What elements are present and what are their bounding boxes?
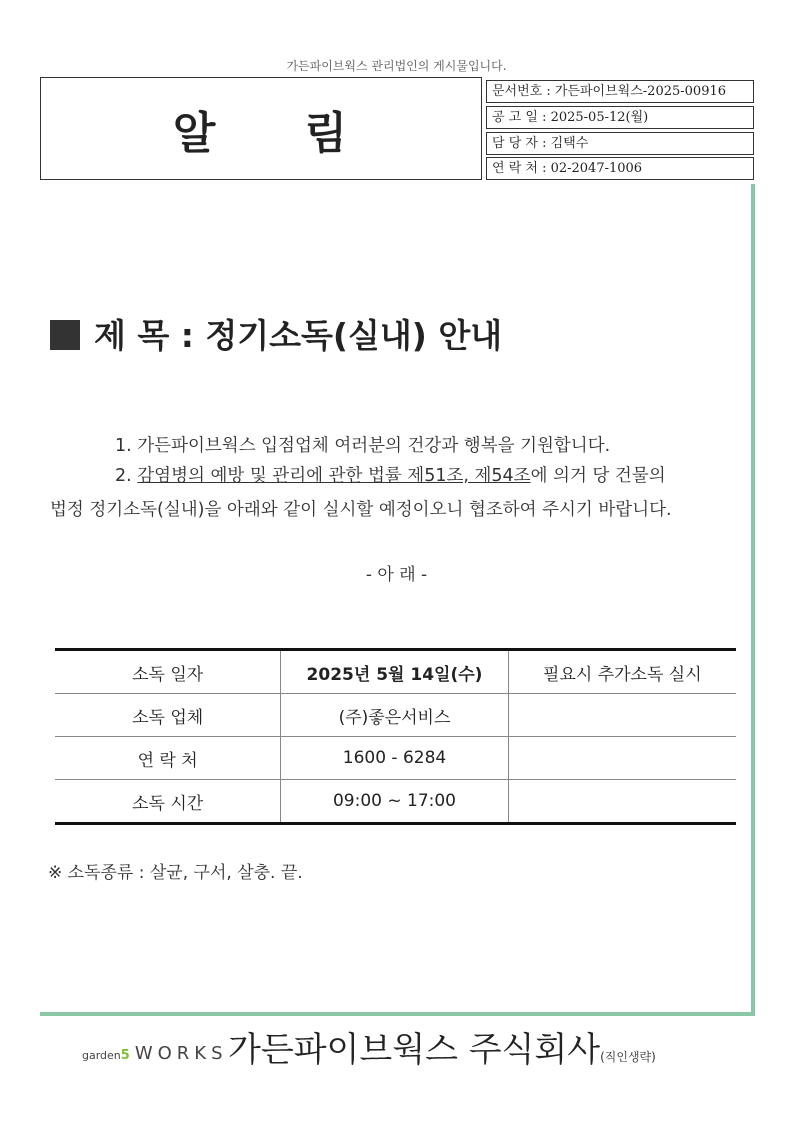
table-cell — [508, 780, 736, 824]
top-note: 가든파이브웍스 관리법인의 게시물입니다. — [286, 59, 507, 73]
table-cell: (주)좋은서비스 — [281, 694, 508, 737]
company-logo — [82, 1043, 228, 1064]
table-cell — [508, 694, 736, 737]
company-name-text: 가든파이브웍스 주식회사 — [228, 1030, 601, 1070]
law-reference: 감염병의 예방 및 관리에 관한 법률 제51조, 제54조 — [137, 466, 531, 486]
below-heading: - 아 래 - — [365, 565, 428, 585]
seal-omitted-note: (직인생략) — [600, 1050, 656, 1064]
table-cell: 연 락 처 — [55, 737, 281, 780]
subject-text: 제 목 : 정기소독(실내) 안내 — [94, 316, 503, 355]
logo-garden-text: garden — [82, 1049, 121, 1062]
table-cell: 09:00 ~ 17:00 — [281, 780, 508, 824]
disinfection-info-table — [55, 648, 736, 825]
logo-five-text: 5 — [120, 1048, 130, 1063]
body-paragraph-1: 1. 가든파이브웍스 입점업체 여러분의 건강과 행복을 기원합니다. — [115, 436, 611, 456]
table-row — [55, 694, 736, 737]
body-paragraph-2 — [115, 462, 793, 487]
company-name — [228, 1022, 656, 1071]
logo-works-text: WORKS — [134, 1043, 228, 1064]
frame-border-bottom — [40, 1012, 755, 1016]
notice-title: 알 림 — [172, 107, 350, 159]
square-bullet-icon — [50, 320, 80, 350]
table-row — [55, 737, 736, 780]
meta-manager: 담 당 자 : 김택수 — [486, 132, 754, 155]
table-cell: 소독 업체 — [55, 694, 281, 737]
table-row — [55, 650, 736, 694]
table-row — [55, 780, 736, 824]
table-cell — [508, 737, 736, 780]
subject-heading — [50, 310, 502, 357]
table-cell: 필요시 추가소독 실시 — [508, 650, 736, 694]
meta-notice-date: 공 고 일 : 2025-05-12(월) — [486, 106, 754, 129]
disinfection-type-note: ※ 소독종류 : 살균, 구서, 살충. 끝. — [48, 863, 303, 883]
frame-border-right — [751, 184, 755, 1016]
table-cell: 소독 일자 — [55, 650, 281, 694]
table-cell: 소독 시간 — [55, 780, 281, 824]
meta-contact: 연 락 처 : 02-2047-1006 — [486, 157, 754, 180]
notice-title-box — [40, 77, 482, 180]
table-cell: 1600 - 6284 — [281, 737, 508, 780]
meta-doc-number: 문서번호 : 가든파이브웍스-2025-00916 — [486, 80, 754, 103]
p2-suffix: 에 의거 당 건물의 — [530, 466, 666, 486]
body-paragraph-2-line2: 법정 정기소독(실내)을 아래와 같이 실시할 예정이오니 협조하여 주시기 바랍니다. — [50, 500, 672, 520]
table-cell: 2025년 5월 14일(수) — [281, 650, 508, 694]
p2-prefix: 2. — [115, 466, 138, 486]
